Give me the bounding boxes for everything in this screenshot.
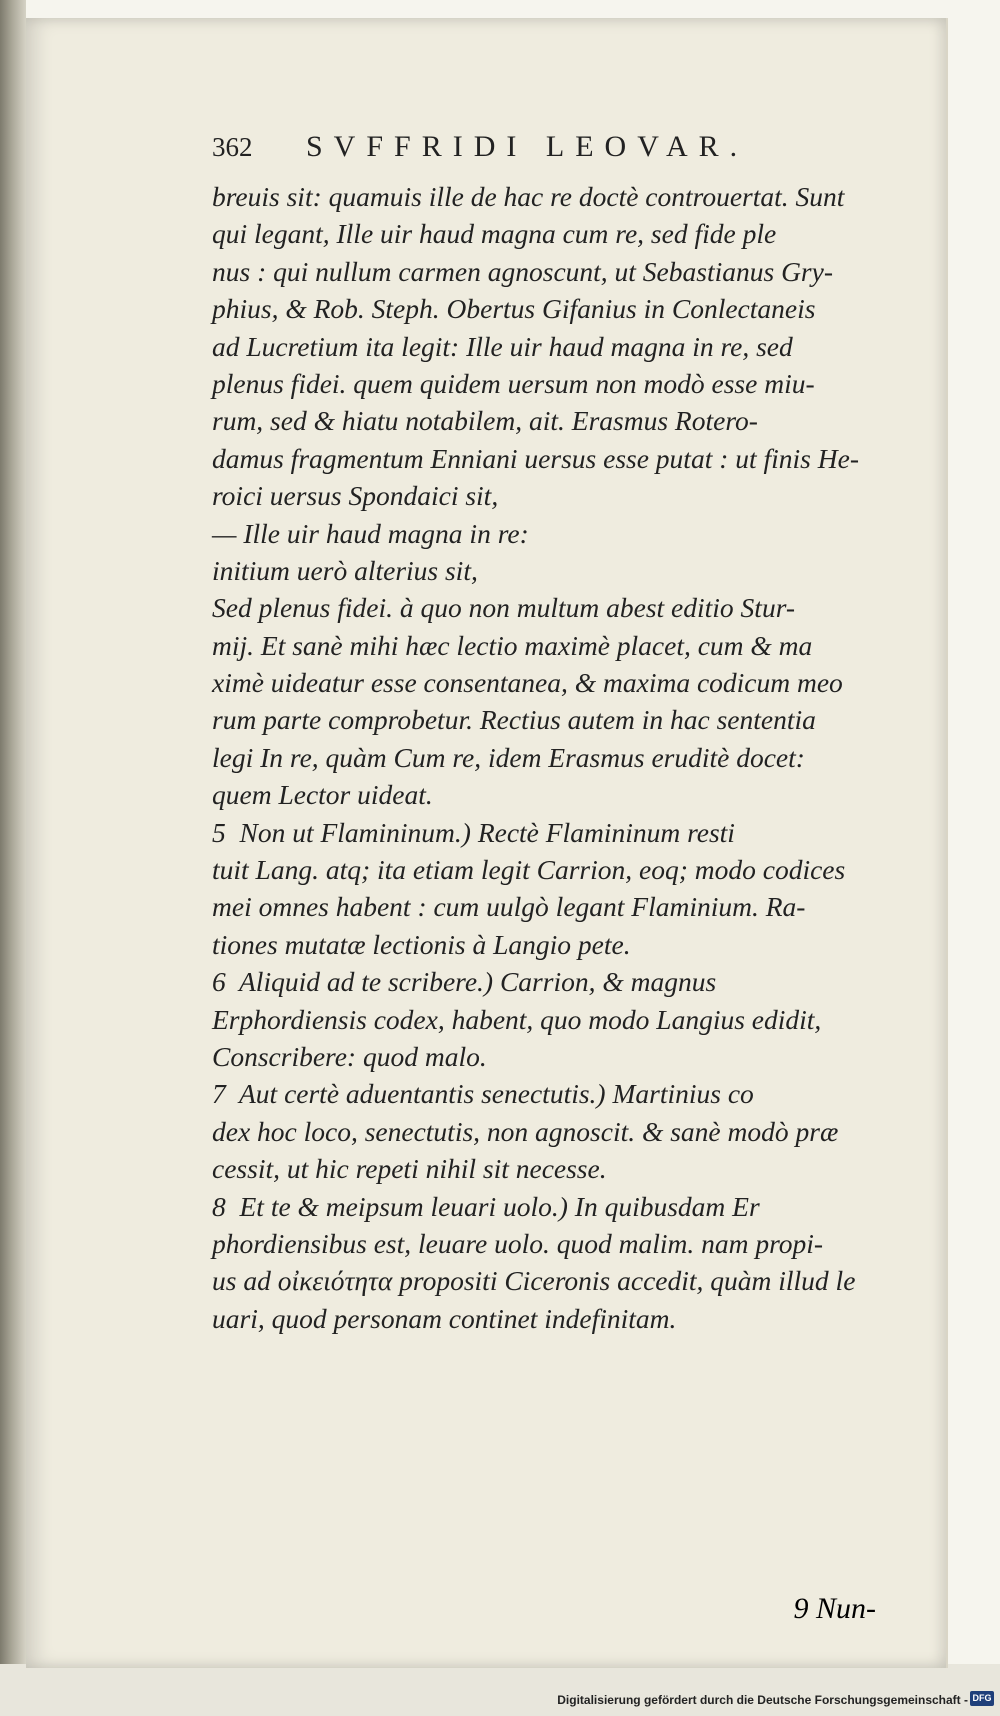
text-line: 8 Et te & meipsum leuari uolo.) In quibusdam Er (212, 1190, 760, 1222)
text-line: rum parte comprobetur. Rectius autem in hac sententia (212, 704, 816, 736)
dfg-logo: DFG (970, 1691, 994, 1706)
text-line: mij. Et sanè mihi hæc lectio maximè placet, cum & ma (212, 629, 813, 661)
text-line: mei omnes habent : cum uulgò legant Flaminium. Ra- (212, 891, 806, 923)
text-line: nus : qui nullum carmen agnoscunt, ut Sebastianus Gry- (212, 255, 833, 287)
text-line: roici uersus Spondaici sit, (212, 480, 499, 512)
text-block (212, 130, 972, 1337)
scan-bottom-margin (0, 1664, 1000, 1716)
text-line: Sed plenus fidei. à quo non multum abest editio Stur- (212, 592, 796, 624)
text-line: Conscribere: quod malo. (212, 1040, 487, 1072)
catchword: 9 Nun- (793, 1592, 876, 1625)
running-head (212, 130, 972, 178)
text-line: dex hoc loco, senectutis, non agnoscit. & sanè modò præ (212, 1115, 839, 1147)
text-line: plenus fidei. quem quidem uersum non modò esse miu- (212, 367, 815, 399)
page-number: 362 (212, 132, 253, 162)
text-line: tiones mutatæ lectionis à Langio pete. (212, 928, 631, 960)
text-line: uari, quod personam continet indefinitam. (212, 1302, 677, 1334)
text-line: rum, sed & hiatu notabilem, ait. Erasmus Rotero- (212, 405, 758, 437)
text-line: us ad οἰκειότητα propositi Ciceronis accedit, quàm illud le (212, 1265, 856, 1297)
text-line: Erphordiensis codex, habent, quo modo Langius edidit, (212, 1003, 822, 1035)
text-line: 5 Non ut Flamininum.) Rectè Flamininum resti (212, 816, 735, 848)
text-line: damus fragmentum Enniani uersus esse putat : ut finis He- (212, 442, 859, 474)
text-line: legi In re, quàm Cum re, idem Erasmus eruditè docet: (212, 741, 805, 773)
text-line: initium uerò alterius sit, (212, 554, 478, 586)
text-line: phius, & Rob. Steph. Obertus Gifanius in Conlectaneis (212, 293, 816, 325)
text-line: phordiensibus est, leuare uolo. quod malim. nam propi- (212, 1227, 824, 1259)
text-line: 7 Aut certè aduentantis senectutis.) Martinius co (212, 1078, 754, 1110)
text-line: quem Lector uideat. (212, 779, 433, 811)
text-line: ximè uideatur esse consentanea, & maxima codicum meo (212, 667, 843, 699)
text-line: breuis sit: quamuis ille de hac re doctè controuertat. Sunt (212, 181, 845, 212)
text-line: qui legant, Ille uir haud magna cum re, sed fide ple (212, 218, 777, 250)
text-line: 6 Aliquid ad te scribere.) Carrion, & magnus (212, 966, 717, 998)
text-line: — Ille uir haud magna in re: (212, 517, 529, 549)
digitization-credit: Digitalisierung gefördert durch die Deutsche Forschungsgemeinschaft - (557, 1693, 968, 1707)
body-text (212, 178, 972, 1337)
text-line: cessit, ut hic repeti nihil sit necesse. (212, 1153, 607, 1185)
running-title: SVFFRIDI LEOVAR. (306, 130, 749, 163)
text-line: tuit Lang. atq; ita etiam legit Carrion, eoq; modo codices (212, 854, 846, 886)
book-spine-edge (0, 0, 26, 1716)
text-line: ad Lucretium ita legit: Ille uir haud magna in re, sed (212, 330, 793, 362)
book-page (26, 18, 948, 1668)
